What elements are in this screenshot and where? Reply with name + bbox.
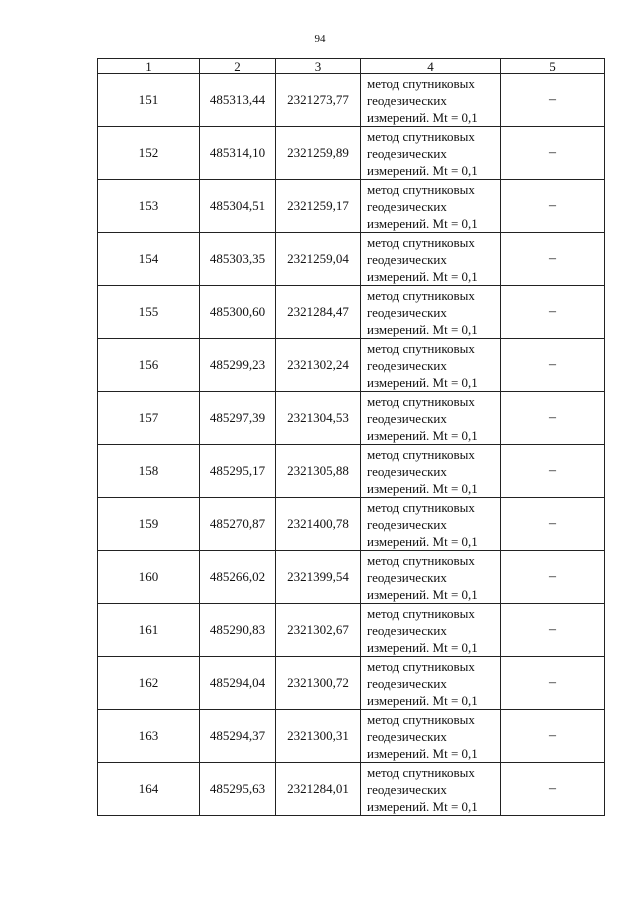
x-coordinate-cell: 485295,17: [200, 445, 276, 498]
x-coordinate-cell: 485304,51: [200, 180, 276, 233]
point-number-cell: 158: [98, 445, 200, 498]
y-coordinate-cell: 2321259,89: [276, 127, 361, 180]
point-number-cell: 160: [98, 551, 200, 604]
y-coordinate-cell: 2321399,54: [276, 551, 361, 604]
y-coordinate-cell: 2321300,72: [276, 657, 361, 710]
table-row: [98, 710, 605, 763]
point-number-cell: 159: [98, 498, 200, 551]
x-coordinate-cell: 485297,39: [200, 392, 276, 445]
y-coordinate-cell: 2321300,31: [276, 710, 361, 763]
header-col-4: 4: [361, 59, 501, 74]
method-cell: метод спутниковых геодезических измерений. Mt = 0,1: [361, 551, 501, 604]
table-row: [98, 233, 605, 286]
y-coordinate-cell: 2321284,47: [276, 286, 361, 339]
x-coordinate-cell: 485299,23: [200, 339, 276, 392]
point-number-cell: 156: [98, 339, 200, 392]
note-cell: –: [501, 551, 605, 604]
y-coordinate-cell: 2321284,01: [276, 763, 361, 816]
point-number-cell: 164: [98, 763, 200, 816]
y-coordinate-cell: 2321259,17: [276, 180, 361, 233]
method-cell: метод спутниковых геодезических измерений. Mt = 0,1: [361, 286, 501, 339]
x-coordinate-cell: 485294,37: [200, 710, 276, 763]
table-row: [98, 604, 605, 657]
method-cell: метод спутниковых геодезических измерений. Mt = 0,1: [361, 657, 501, 710]
table-row: [98, 127, 605, 180]
note-cell: –: [501, 233, 605, 286]
table-row: [98, 74, 605, 127]
header-col-2: 2: [200, 59, 276, 74]
point-number-cell: 154: [98, 233, 200, 286]
coordinates-table: [97, 58, 605, 816]
y-coordinate-cell: 2321302,67: [276, 604, 361, 657]
header-col-5: 5: [501, 59, 605, 74]
note-cell: –: [501, 286, 605, 339]
method-cell: метод спутниковых геодезических измерений. Mt = 0,1: [361, 710, 501, 763]
table-row: [98, 180, 605, 233]
note-cell: –: [501, 127, 605, 180]
y-coordinate-cell: 2321304,53: [276, 392, 361, 445]
header-col-3: 3: [276, 59, 361, 74]
point-number-cell: 161: [98, 604, 200, 657]
y-coordinate-cell: 2321305,88: [276, 445, 361, 498]
x-coordinate-cell: 485270,87: [200, 498, 276, 551]
page-number: 94: [314, 33, 326, 45]
method-cell: метод спутниковых геодезических измерений. Mt = 0,1: [361, 127, 501, 180]
table-row: [98, 551, 605, 604]
point-number-cell: 153: [98, 180, 200, 233]
note-cell: –: [501, 710, 605, 763]
note-cell: –: [501, 445, 605, 498]
x-coordinate-cell: 485313,44: [200, 74, 276, 127]
header-row: [98, 59, 605, 74]
method-cell: метод спутниковых геодезических измерений. Mt = 0,1: [361, 74, 501, 127]
table-row: [98, 763, 605, 816]
x-coordinate-cell: 485294,04: [200, 657, 276, 710]
method-cell: метод спутниковых геодезических измерений. Mt = 0,1: [361, 180, 501, 233]
table-header: [98, 59, 605, 74]
x-coordinate-cell: 485290,83: [200, 604, 276, 657]
method-cell: метод спутниковых геодезических измерений. Mt = 0,1: [361, 498, 501, 551]
method-cell: метод спутниковых геодезических измерений. Mt = 0,1: [361, 445, 501, 498]
x-coordinate-cell: 485266,02: [200, 551, 276, 604]
y-coordinate-cell: 2321400,78: [276, 498, 361, 551]
method-cell: метод спутниковых геодезических измерений. Mt = 0,1: [361, 233, 501, 286]
point-number-cell: 163: [98, 710, 200, 763]
note-cell: –: [501, 763, 605, 816]
method-cell: метод спутниковых геодезических измерений. Mt = 0,1: [361, 604, 501, 657]
y-coordinate-cell: 2321273,77: [276, 74, 361, 127]
point-number-cell: 152: [98, 127, 200, 180]
x-coordinate-cell: 485295,63: [200, 763, 276, 816]
table-row: [98, 657, 605, 710]
point-number-cell: 157: [98, 392, 200, 445]
method-cell: метод спутниковых геодезических измерений. Mt = 0,1: [361, 763, 501, 816]
method-cell: метод спутниковых геодезических измерений. Mt = 0,1: [361, 339, 501, 392]
table-row: [98, 286, 605, 339]
x-coordinate-cell: 485303,35: [200, 233, 276, 286]
header-col-1: 1: [98, 59, 200, 74]
y-coordinate-cell: 2321302,24: [276, 339, 361, 392]
method-cell: метод спутниковых геодезических измерений. Mt = 0,1: [361, 392, 501, 445]
table-row: [98, 445, 605, 498]
note-cell: –: [501, 657, 605, 710]
note-cell: –: [501, 74, 605, 127]
table-row: [98, 339, 605, 392]
table-row: [98, 498, 605, 551]
table-row: [98, 392, 605, 445]
point-number-cell: 162: [98, 657, 200, 710]
note-cell: –: [501, 392, 605, 445]
note-cell: –: [501, 339, 605, 392]
note-cell: –: [501, 180, 605, 233]
note-cell: –: [501, 604, 605, 657]
note-cell: –: [501, 498, 605, 551]
point-number-cell: 151: [98, 74, 200, 127]
point-number-cell: 155: [98, 286, 200, 339]
y-coordinate-cell: 2321259,04: [276, 233, 361, 286]
table-body: [98, 74, 605, 816]
x-coordinate-cell: 485314,10: [200, 127, 276, 180]
x-coordinate-cell: 485300,60: [200, 286, 276, 339]
